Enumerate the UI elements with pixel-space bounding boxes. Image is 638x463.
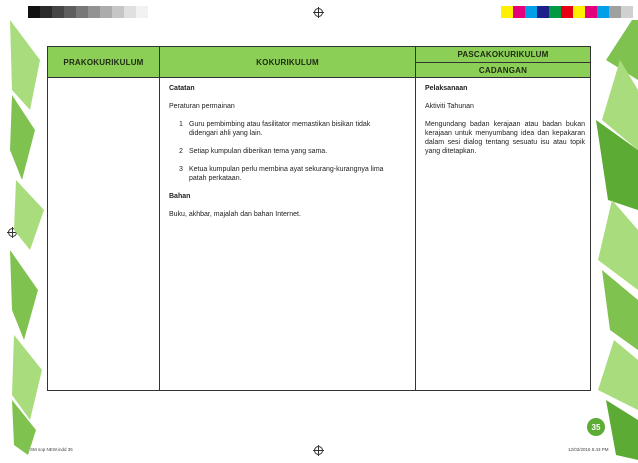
footer-file: SM sop NEW.indd 35 bbox=[30, 447, 73, 452]
gray-swatch bbox=[88, 6, 100, 18]
gray-swatch bbox=[136, 6, 148, 18]
gray-swatch bbox=[100, 6, 112, 18]
gray-swatch bbox=[76, 6, 88, 18]
bahan-text: Buku, akhbar, majalah dan bahan Internet. bbox=[169, 211, 301, 218]
color-swatch bbox=[537, 6, 549, 18]
header-cadangan: CADANGAN bbox=[416, 63, 590, 77]
left-leaf-decoration bbox=[0, 0, 46, 463]
gray-swatch bbox=[52, 6, 64, 18]
color-swatch bbox=[549, 6, 561, 18]
kokurikulum-content bbox=[169, 84, 399, 219]
catatan-heading: Catatan bbox=[169, 85, 195, 92]
curriculum-table bbox=[47, 46, 591, 391]
pelaksanaan-heading: Pelaksanaan bbox=[425, 85, 468, 92]
color-swatch bbox=[573, 6, 585, 18]
pascakokurikulum-content bbox=[425, 84, 585, 156]
header-prakokurikulum: PRAKOKURIKULUM bbox=[48, 47, 159, 77]
registration-mark-top bbox=[314, 8, 323, 17]
peraturan-label: Peraturan permainan bbox=[169, 103, 235, 110]
color-swatch bbox=[501, 6, 513, 18]
color-swatch bbox=[525, 6, 537, 18]
rule-item: 1 Guru pembimbing atau fasilitator memastikan bisikan tidak didengari ahli yang lain. bbox=[179, 121, 371, 137]
footer-timestamp: 12/03/2016 5:43 PM bbox=[568, 447, 609, 452]
gray-print-bar bbox=[28, 6, 148, 18]
header-divider bbox=[416, 62, 590, 63]
registration-mark-bottom bbox=[314, 446, 323, 455]
pelaksanaan-text: Mengundang badan kerajaan atau badan bukan kerajaan untuk menyumbang idea dan kepakaran dalam sesi dialog tentang sesuatu isu atau topik yang ditetapkan. bbox=[425, 121, 585, 155]
right-leaf-decoration bbox=[592, 0, 638, 463]
gray-swatch bbox=[112, 6, 124, 18]
rule-item: 3 Ketua kumpulan perlu membina ayat sekurang-kurangnya lima patah perkataan. bbox=[179, 166, 384, 182]
column-divider-2 bbox=[415, 47, 416, 390]
color-swatch bbox=[561, 6, 573, 18]
page-number: 35 bbox=[587, 418, 605, 436]
header-pascakokurikulum: PASCAKOKURIKULUM bbox=[416, 47, 590, 62]
color-swatch bbox=[513, 6, 525, 18]
rule-item: 2 Setiap kumpulan diberikan tema yang sama. bbox=[179, 148, 328, 155]
header-bottom-line bbox=[48, 77, 590, 78]
bahan-heading: Bahan bbox=[169, 193, 191, 200]
rules-list bbox=[169, 120, 399, 183]
header-kokurikulum: KOKURIKULUM bbox=[160, 47, 415, 77]
gray-swatch bbox=[64, 6, 76, 18]
gray-swatch bbox=[124, 6, 136, 18]
aktiviti-label: Aktiviti Tahunan bbox=[425, 103, 474, 110]
column-divider-1 bbox=[159, 47, 160, 390]
